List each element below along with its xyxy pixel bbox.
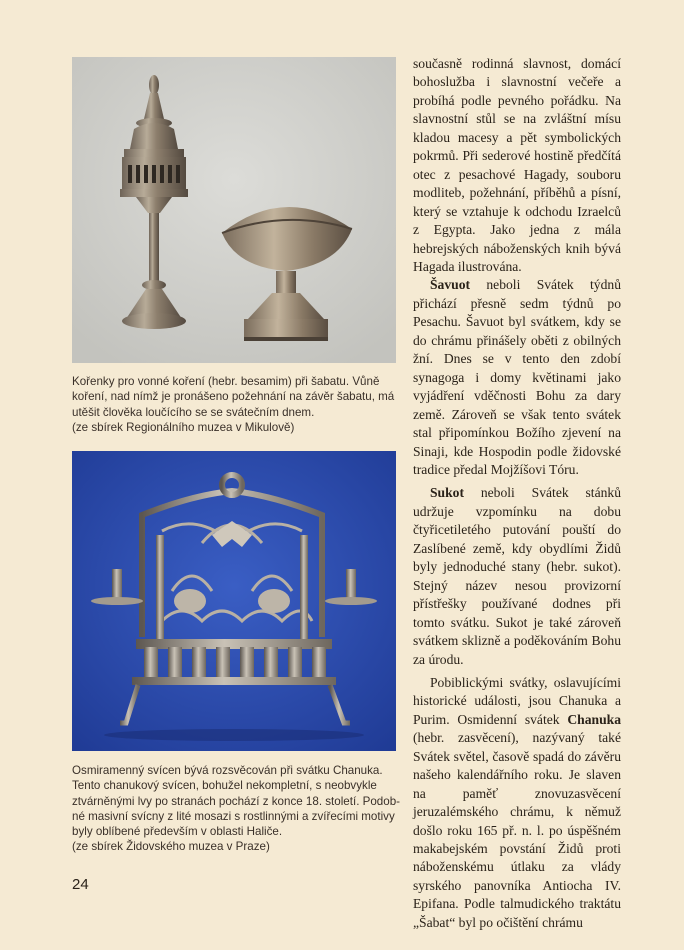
spice-boxes-photo <box>72 57 396 363</box>
body-text-column <box>413 55 621 932</box>
caption-line: né masivní svícny z lité mosazi s rostlinnými a zvířecími motivy <box>72 809 395 823</box>
caption-line: Tento chanukový svícen, bohužel nekompletní, s neobvykle <box>72 779 377 793</box>
paragraph-savuot <box>413 276 621 479</box>
caption-line: (ze sbírek Regionálního muzea v Mikulově) <box>72 420 295 434</box>
caption-line: ztvárněnými lvy po stranách pochází z konce 18. století. Podob- <box>72 794 401 808</box>
paragraph-text: neboli Svátek týdnů přichází přesně sedm týdnů po Pesachu. Šavuot byl svátkem, kdy se do chrámu přinášely oběti z obilných žní. Dnes se v tento den zdobí synagoga i domy květinami jako vyjádření vděčnosti Bohu za dary země. Zároveň se však tento svátek stal připomínkou Božího zjevení na Sinaji, kde Hospodin podle židovské tradice předal Mojžíšovi Tóru. <box>413 277 621 477</box>
caption-line: koření, nad nímž je pronášeno požehnání na závěr šabatu, má <box>72 390 395 404</box>
caption-line: utěšit člověka loučícího se se svátečním dnem. <box>72 405 315 419</box>
paragraph-text: Pobiblickými svátky, oslavujícími historické události, jsou Chanuka a Purim. Osmidenní svátek <box>413 674 621 727</box>
paragraph-text: neboli Svátek stánků udržuje vzpomínku na dobu čtyřicetiletého putování pouští do Zaslíbené země, kdy obydlími Židů byly jednoduché stany (hebr. sukot). Stejný název nesou provizorní přístřešky používané dodnes při tomto svátku. Sukot je také zároveň svátkem sklizně a poděkováním Bohu za úrodu. <box>413 485 621 667</box>
paragraph-text: současně rodinná slavnost, domácí bohoslužba i slavnostní večeře a probíhá podle pevného pořádku. Na slavnostní stůl se na zvláštní mísu kladou macesy a pět symbolických pokrmů. Při sederové hostině předčítá otec z pesachové Hagady, souboru modliteb, požehnání, příběhů a písní, který se vztahuje k odchodu Izraelců z Egypta. Jako jedna z mála hebrejských náboženských knih bývá Hagada ilustrována. <box>413 56 621 274</box>
paragraph-text: (hebr. zasvěcení), nazývaný také Svátek světel, časově spadá do závěru našeho kalendářního roku. Je slaven na paměť znovuzasvěcení jeruzalémského chrámu, k němuž došlo roku 165 př. n. l. po úspěšném makabejském povstání Židů proti náboženskému útlaku za vlády syrského panovníka Antiocha IV. Epifana. Podle talmudického traktátu „Šabat“ byl po očištění chrámu <box>413 730 621 930</box>
figure-caption-1 <box>72 374 402 435</box>
paragraph-chanuka <box>413 674 621 932</box>
term-chanuka: Chanuka <box>567 711 621 727</box>
paragraph-sukot <box>413 484 621 669</box>
caption-line: Osmiramenný svícen bývá rozsvěcován při svátku Chanuka. <box>72 764 383 777</box>
term-sukot: Sukot <box>430 485 465 501</box>
paragraph-pesach <box>413 55 621 276</box>
term-savuot: Šavuot <box>430 277 471 293</box>
figure-caption-2 <box>72 763 402 855</box>
hanukkah-lamp-photo <box>72 451 396 751</box>
caption-line: Kořenky pro vonné koření (hebr. besamim) při šabatu. Vůně <box>72 375 380 388</box>
caption-line: byly oblíbené především v oblasti Haliče. <box>72 825 283 839</box>
page-number: 24 <box>72 876 89 893</box>
caption-line: (ze sbírek Židovského muzea v Praze) <box>72 840 270 854</box>
